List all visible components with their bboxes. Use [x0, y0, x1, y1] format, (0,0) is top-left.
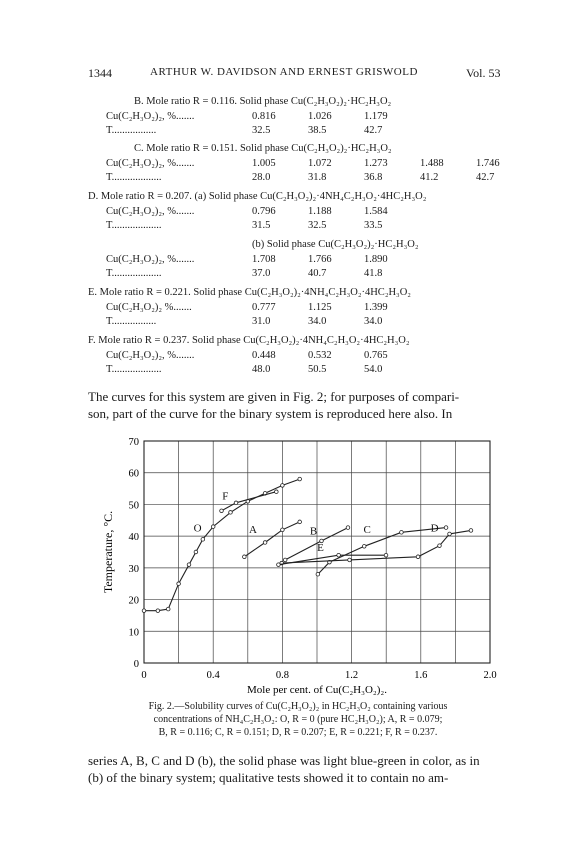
text-line: son, part of the curve for the binary system is reproduced here also. In [88, 406, 453, 421]
table-c-row1-label: Cu(C₂H₃O₂)₂, %....... [106, 158, 195, 169]
table-d-row2-label: T................... [106, 220, 162, 231]
table-b-cell: 1.179 [364, 111, 388, 122]
table-d-subtitle: (b) Solid phase Cu(C₂H₃O₂)₂·HC₂H₃O₂ [252, 239, 419, 250]
table-d-row1-label: Cu(C₂H₃O₂)₂, %....... [106, 206, 195, 217]
table-d-cell: 37.0 [252, 268, 271, 279]
curve-label-f: F [222, 490, 229, 503]
table-c-cell: 28.0 [252, 172, 271, 183]
x-tick-label: 0 [141, 670, 147, 681]
table-e-cell: 1.399 [364, 302, 388, 313]
data-point [469, 529, 473, 533]
curve-label-a: A [249, 523, 257, 536]
table-f-cell: 48.0 [252, 364, 271, 375]
table-d-cell: 31.5 [252, 220, 271, 231]
y-axis-label: Temperature, °C. [101, 510, 115, 594]
data-point [177, 582, 181, 586]
caption-line: Fig. 2.—Solubility curves of Cu(C₂H₃O₂)₂ in HC₂H₃O₂ containing various [148, 701, 448, 712]
table-f-cell: 50.5 [308, 364, 327, 375]
table-d-cell: 1.890 [364, 254, 388, 265]
y-tick-label: 0 [133, 659, 139, 670]
table-e-cell: 34.0 [308, 316, 327, 327]
curve-label-c: C [363, 523, 371, 536]
data-point [281, 484, 285, 488]
table-f-cell: 54.0 [364, 364, 383, 375]
table-c-cell: 1.273 [364, 158, 388, 169]
text-line: (b) of the binary system; qualitative tests showed it to contain no am- [88, 770, 449, 785]
x-tick-label: 1.2 [345, 670, 359, 681]
data-point [444, 526, 448, 530]
table-c-cell: 42.7 [476, 172, 495, 183]
table-d-cell: 1.188 [308, 206, 332, 217]
table-c-cell: 41.2 [420, 172, 439, 183]
table-f-row1-label: Cu(C₂H₃O₂)₂, %....... [106, 350, 195, 361]
table-f-cell: 0.532 [308, 350, 332, 361]
data-point [348, 558, 352, 562]
table-e-title: E. Mole ratio R = 0.221. Solid phase Cu(C₂H₃O₂)₂·4NH₄C₂H₃O₂·4HC₂H₃O₂ [88, 287, 411, 298]
series-line-c [318, 528, 446, 575]
data-point [201, 538, 205, 542]
table-b-cell: 38.5 [308, 125, 327, 136]
data-point [166, 607, 170, 611]
table-f-row2-label: T................... [106, 364, 162, 375]
data-point [384, 553, 388, 557]
data-point [194, 550, 198, 554]
y-tick-label: 50 [128, 500, 139, 512]
table-d-cell: 1.584 [364, 206, 388, 217]
table-d-cell: 40.7 [308, 268, 327, 279]
x-axis-label: Mole per cent. of Cu(C₂H₃O₂)₂. [247, 684, 387, 696]
curve-label-d: D [430, 522, 439, 535]
y-tick-label: 60 [128, 468, 139, 480]
y-tick-label: 20 [128, 595, 139, 607]
volume-label: Vol. 53 [466, 66, 501, 80]
data-point [263, 541, 267, 545]
data-point [337, 553, 341, 557]
table-e-cell: 0.777 [252, 302, 276, 313]
table-c-cell: 1.746 [476, 158, 500, 169]
table-c-title: C. Mole ratio R = 0.151. Solid phase Cu(C₂H₃O₂)₂·HC₂H₃O₂ [134, 143, 392, 154]
table-d-cell: 32.5 [308, 220, 327, 231]
data-point [298, 477, 302, 481]
caption-line: B, R = 0.116; C, R = 0.151; D, R = 0.207; E, R = 0.221; F, R = 0.237. [158, 727, 438, 738]
table-c-cell: 1.072 [308, 158, 332, 169]
data-point [346, 526, 350, 530]
table-d-cell: 0.796 [252, 206, 276, 217]
x-tick-label: 1.6 [414, 670, 428, 681]
table-e-cell: 31.0 [252, 316, 271, 327]
data-point [281, 528, 285, 532]
table-d-cell: 1.766 [308, 254, 332, 265]
curve-label-o: O [193, 522, 202, 535]
page-number: 1344 [88, 66, 112, 80]
y-tick-label: 30 [128, 563, 139, 575]
data-point [220, 509, 224, 513]
y-tick-label: 40 [128, 532, 139, 544]
table-c-cell: 1.005 [252, 158, 276, 169]
table-b-cell: 42.7 [364, 125, 383, 136]
data-point [275, 490, 279, 494]
table-b-row1-label: Cu(C₂H₃O₂)₂, %....... [106, 111, 195, 122]
data-point [438, 544, 442, 548]
table-d-cell: 33.5 [364, 220, 383, 231]
data-point [298, 520, 302, 524]
text-line: The curves for this system are given in Fig. 2; for purposes of compari- [88, 389, 460, 404]
table-c-cell: 31.8 [308, 172, 327, 183]
table-f-title: F. Mole ratio R = 0.237. Solid phase Cu(C₂H₃O₂)₂·4NH₄C₂H₃O₂·4HC₂H₃O₂ [88, 335, 410, 346]
data-point [416, 555, 420, 559]
table-e-row2-label: T................. [106, 316, 157, 327]
table-c-cell: 36.8 [364, 172, 383, 183]
data-point [156, 609, 160, 613]
table-b-cell: 1.026 [308, 111, 332, 122]
table-f-cell: 0.448 [252, 350, 276, 361]
table-d-title: D. Mole ratio R = 0.207. (a) Solid phase Cu(C₂H₃O₂)₂·4NH₄C₂H₃O₂·4HC₂H₃O₂ [88, 191, 427, 202]
table-b-row2-label: T................. [106, 125, 157, 136]
running-head: ARTHUR W. DAVIDSON AND ERNEST GRISWOLD [150, 66, 418, 78]
data-point [211, 525, 215, 529]
caption-line: concentrations of NH₄C₂H₃O₂: O, R = 0 (pure HC₂H₃O₂); A, R = 0.079; [153, 714, 443, 725]
table-b-cell: 32.5 [252, 125, 271, 136]
data-point [448, 532, 452, 536]
table-d-cell: 1.708 [252, 254, 276, 265]
body-paragraph [88, 752, 508, 786]
x-tick-label: 0.4 [206, 670, 220, 681]
x-tick-label: 0.8 [275, 670, 289, 681]
data-point [277, 563, 281, 567]
data-point [187, 563, 191, 567]
table-e-cell: 34.0 [364, 316, 383, 327]
table-c-cell: 1.488 [420, 158, 444, 169]
data-point [316, 572, 320, 576]
table-e-row1-label: Cu(C₂H₃O₂)₂ %....... [106, 302, 192, 313]
table-f-cell: 0.765 [364, 350, 388, 361]
text-line: series A, B, C and D (b), the solid phase was light blue-green in color, as in [88, 753, 480, 768]
figure-caption [98, 700, 498, 739]
data-point [229, 511, 233, 515]
table-b-cell: 0.816 [252, 111, 276, 122]
curve-labels [194, 491, 439, 554]
x-tick-label: 2.0 [483, 670, 497, 681]
table-c-row2-label: T................... [106, 172, 162, 183]
data-point [283, 558, 287, 562]
table-d-cell: 41.8 [364, 268, 383, 279]
table-e-cell: 1.125 [308, 302, 332, 313]
data-point [234, 501, 238, 505]
y-tick-label: 10 [128, 627, 139, 639]
table-d-row3-label: Cu(C₂H₃O₂)₂, %....... [106, 254, 195, 265]
series-line-e [278, 555, 386, 565]
y-tick-label: 70 [128, 437, 139, 448]
table-d-row4-label: T................... [106, 268, 162, 279]
curve-label-e: E [317, 542, 324, 555]
table-b-title: B. Mole ratio R = 0.116. Solid phase Cu(C₂H₃O₂)₂·HC₂H₃O₂ [134, 96, 392, 107]
chart-curves [142, 477, 473, 612]
data-point [243, 555, 247, 559]
curve-label-b: B [309, 525, 318, 538]
data-point [362, 544, 366, 548]
data-point [142, 609, 146, 613]
data-point [400, 531, 404, 535]
